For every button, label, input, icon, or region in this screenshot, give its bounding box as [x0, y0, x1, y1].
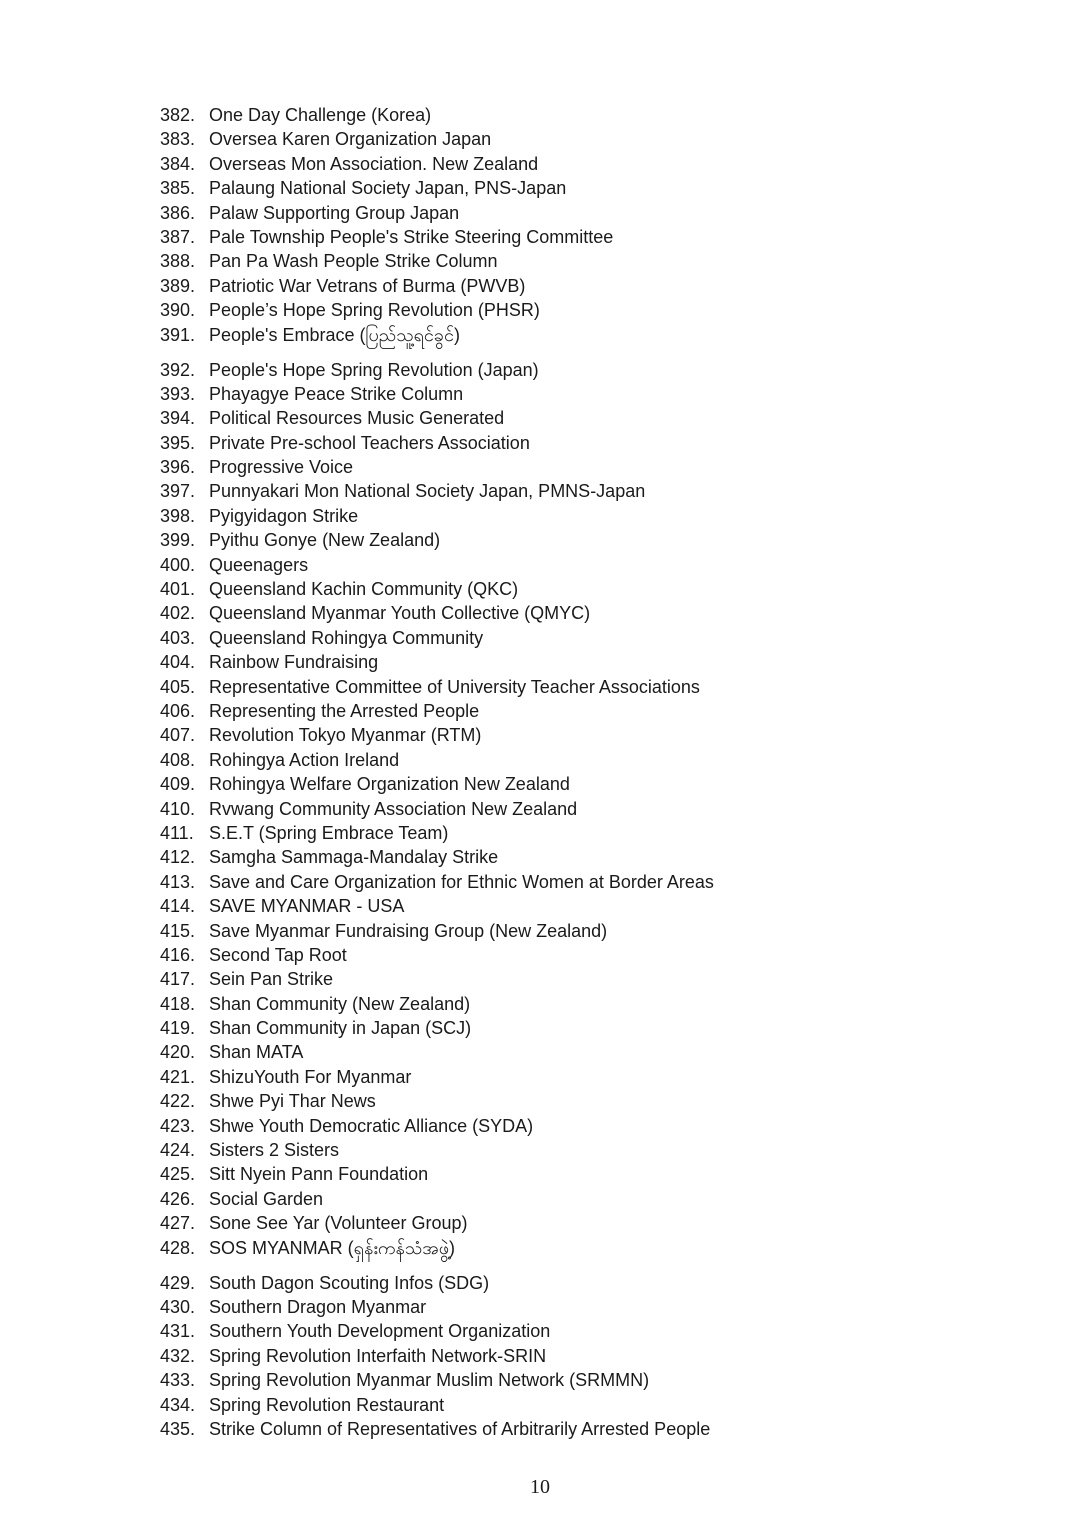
item-number: 434. — [160, 1394, 196, 1415]
list-item — [160, 1089, 714, 1113]
list-item — [160, 1138, 714, 1162]
item-number: 425. — [160, 1164, 196, 1185]
list-item — [160, 845, 714, 869]
item-number: 426. — [160, 1188, 196, 1209]
item-text: One Day Challenge (Korea) — [209, 105, 432, 125]
item-number: 386. — [160, 202, 196, 223]
list-item — [160, 1040, 714, 1064]
list-item — [160, 1114, 714, 1138]
item-number: 415. — [160, 920, 196, 941]
item-text: Shwe Pyi Thar News — [209, 1091, 376, 1112]
item-number: 408. — [160, 749, 196, 770]
list-item — [160, 699, 714, 723]
list-item — [160, 528, 714, 552]
list-item — [160, 821, 714, 845]
item-number: 398. — [160, 505, 196, 526]
item-text: ShizuYouth For Myanmar — [209, 1066, 412, 1087]
item-text: Patriotic War Vetrans of Burma (PWVB) — [209, 275, 526, 296]
item-text: Sisters 2 Sisters — [209, 1140, 340, 1161]
item-text: Palaw Supporting Group Japan — [209, 202, 460, 223]
list-item — [160, 723, 714, 747]
item-number: 391. — [160, 324, 196, 345]
list-item — [160, 919, 714, 943]
list-item — [160, 103, 714, 127]
item-number: 383. — [160, 129, 196, 150]
list-item — [160, 298, 714, 322]
item-text: Sone See Yar (Volunteer Group) — [209, 1213, 468, 1234]
item-text: Rohingya Action Ireland — [209, 749, 400, 770]
item-number: 419. — [160, 1018, 196, 1039]
item-number: 423. — [160, 1115, 196, 1136]
list-item — [160, 127, 714, 151]
item-text: Progressive Voice — [209, 457, 354, 478]
item-text: Rvwang Community Association New Zealand — [209, 798, 578, 819]
list-item — [160, 358, 714, 382]
item-number: 422. — [160, 1091, 196, 1112]
item-number: 429. — [160, 1272, 196, 1293]
list-item — [160, 479, 714, 503]
list-item — [160, 1295, 714, 1319]
item-number: 400. — [160, 554, 196, 575]
list-item — [160, 1211, 714, 1235]
item-text: Rainbow Fundraising — [209, 652, 379, 673]
item-text: Overseas Mon Association. New Zealand — [209, 153, 539, 174]
item-number: 384. — [160, 153, 196, 174]
item-text: Shan MATA — [209, 1042, 304, 1063]
item-text: People’s Hope Spring Revolution (PHSR) — [209, 300, 540, 321]
item-text: Private Pre-school Teachers Association — [209, 432, 530, 453]
item-number: 410. — [160, 798, 196, 819]
list-item — [160, 772, 714, 796]
item-number: 412. — [160, 847, 196, 868]
item-number: 409. — [160, 774, 196, 795]
item-text: Shan Community in Japan (SCJ) — [209, 1018, 472, 1039]
list-item — [160, 1162, 714, 1186]
item-text: Save and Care Organization for Ethnic Women at Border Areas — [209, 871, 714, 892]
list-item — [160, 1417, 714, 1441]
list-item — [160, 431, 714, 455]
item-number: 406. — [160, 700, 196, 721]
item-text: Phayagye Peace Strike Column — [209, 383, 464, 404]
item-number: 388. — [160, 251, 196, 272]
item-text: Punnyakari Mon National Society Japan, PMNS-Japan — [209, 481, 646, 502]
item-number: 395. — [160, 432, 196, 453]
item-number: 432. — [160, 1345, 196, 1366]
item-text: S.E.T (Spring Embrace Team) — [209, 822, 449, 843]
item-text: Representative Committee of University Teacher Associations — [209, 676, 700, 697]
list-item — [160, 201, 714, 225]
item-number: 430. — [160, 1296, 196, 1317]
item-text: Oversea Karen Organization Japan — [209, 129, 492, 150]
item-number: 433. — [160, 1370, 196, 1391]
item-text: Second Tap Root — [209, 944, 347, 965]
list-item — [160, 626, 714, 650]
item-number: 411. — [160, 822, 194, 843]
list-item — [160, 1016, 714, 1040]
item-number: 397. — [160, 481, 196, 502]
item-number: 399. — [160, 530, 196, 551]
item-text: Shan Community (New Zealand) — [209, 993, 471, 1014]
list-item — [160, 992, 714, 1016]
item-text: Palaung National Society Japan, PNS-Japan — [209, 178, 567, 199]
item-text: Pyithu Gonye (New Zealand) — [209, 530, 441, 551]
item-text: Southern Youth Development Organization — [209, 1321, 551, 1342]
item-number: 403. — [160, 627, 196, 648]
item-number: 401. — [160, 579, 196, 600]
item-number: 421. — [160, 1066, 196, 1087]
list-item — [160, 943, 714, 967]
organization-list — [160, 103, 714, 1441]
item-number: 413. — [160, 871, 196, 892]
item-number: 407. — [160, 725, 196, 746]
list-item — [160, 274, 714, 298]
item-number: 428. — [160, 1237, 196, 1258]
item-text: South Dagon Scouting Infos (SDG) — [209, 1272, 490, 1293]
item-text: Pyigyidagon Strike — [209, 505, 359, 526]
item-number: 405. — [160, 676, 196, 697]
item-text: Sitt Nyein Pann Foundation — [209, 1164, 429, 1185]
item-text: Queensland Kachin Community (QKC) — [209, 579, 519, 600]
list-item — [160, 249, 714, 273]
item-text: Sein Pan Strike — [209, 969, 334, 990]
page-number: 10 — [530, 1476, 550, 1498]
item-text: Pan Pa Wash People Strike Column — [209, 251, 498, 272]
item-number: 387. — [160, 226, 196, 247]
list-item — [160, 577, 714, 601]
item-number: 382. — [160, 105, 196, 125]
item-text: Samgha Sammaga-Mandalay Strike — [209, 847, 499, 868]
list-item — [160, 675, 714, 699]
list-item — [160, 1344, 714, 1368]
list-item — [160, 225, 714, 249]
list-item — [160, 1236, 714, 1271]
item-text: Southern Dragon Myanmar — [209, 1296, 427, 1317]
list-item — [160, 748, 714, 772]
item-number: 404. — [160, 652, 196, 673]
list-item — [160, 1319, 714, 1343]
item-text: Queensland Myanmar Youth Collective (QMYC) — [209, 603, 591, 624]
list-item — [160, 1271, 714, 1295]
list-item — [160, 1368, 714, 1392]
item-text: Spring Revolution Myanmar Muslim Network (SRMMN) — [209, 1370, 650, 1391]
item-text: Political Resources Music Generated — [209, 408, 505, 429]
list-item — [160, 1187, 714, 1211]
list-item — [160, 176, 714, 200]
item-number: 416. — [160, 944, 196, 965]
item-number: 402. — [160, 603, 196, 624]
item-number: 385. — [160, 178, 196, 199]
item-number: 417. — [160, 969, 196, 990]
item-text: Social Garden — [209, 1188, 324, 1209]
list-item — [160, 1065, 714, 1089]
item-text: Representing the Arrested People — [209, 700, 480, 721]
item-text: Spring Revolution Interfaith Network-SRIN — [209, 1345, 547, 1366]
item-text: Strike Column of Representatives of Arbitrarily Arrested People — [209, 1418, 711, 1439]
item-text: Queensland Rohingya Community — [209, 627, 484, 648]
list-item — [160, 797, 714, 821]
list-item — [160, 601, 714, 625]
list-item — [160, 455, 714, 479]
item-number: 389. — [160, 275, 196, 296]
list-item — [160, 870, 714, 894]
item-number: 427. — [160, 1213, 196, 1234]
item-number: 420. — [160, 1042, 196, 1063]
item-text: People's Embrace (ပြည်သူ့ရင်ခွင်) — [209, 324, 461, 345]
list-item — [160, 553, 714, 577]
item-number: 390. — [160, 300, 196, 321]
list-item — [160, 382, 714, 406]
list-item — [160, 1393, 714, 1417]
list-item — [160, 504, 714, 528]
item-number: 435. — [160, 1418, 196, 1439]
item-text: People's Hope Spring Revolution (Japan) — [209, 359, 539, 380]
item-number: 414. — [160, 896, 196, 917]
item-text: Pale Township People's Strike Steering Committee — [209, 226, 614, 247]
item-text: SAVE MYANMAR - USA — [209, 896, 405, 917]
item-text: Queenagers — [209, 554, 309, 575]
item-text: SOS MYANMAR (ရှန်းကန်သံအဖွဲ့) — [209, 1237, 456, 1258]
list-item — [160, 152, 714, 176]
list-item — [160, 967, 714, 991]
item-number: 394. — [160, 408, 196, 429]
item-text: Revolution Tokyo Myanmar (RTM) — [209, 725, 482, 746]
list-item — [160, 894, 714, 918]
item-number: 392. — [160, 359, 196, 380]
item-text: Spring Revolution Restaurant — [209, 1394, 445, 1415]
item-text: Rohingya Welfare Organization New Zealand — [209, 774, 570, 795]
list-item — [160, 406, 714, 430]
item-text: Save Myanmar Fundraising Group (New Zealand) — [209, 920, 608, 941]
list-item — [160, 650, 714, 674]
item-number: 393. — [160, 383, 196, 404]
item-text: Shwe Youth Democratic Alliance (SYDA) — [209, 1115, 534, 1136]
item-number: 396. — [160, 457, 196, 478]
item-number: 418. — [160, 993, 196, 1014]
item-number: 424. — [160, 1140, 196, 1161]
list-item — [160, 323, 714, 358]
item-number: 431. — [160, 1321, 196, 1342]
